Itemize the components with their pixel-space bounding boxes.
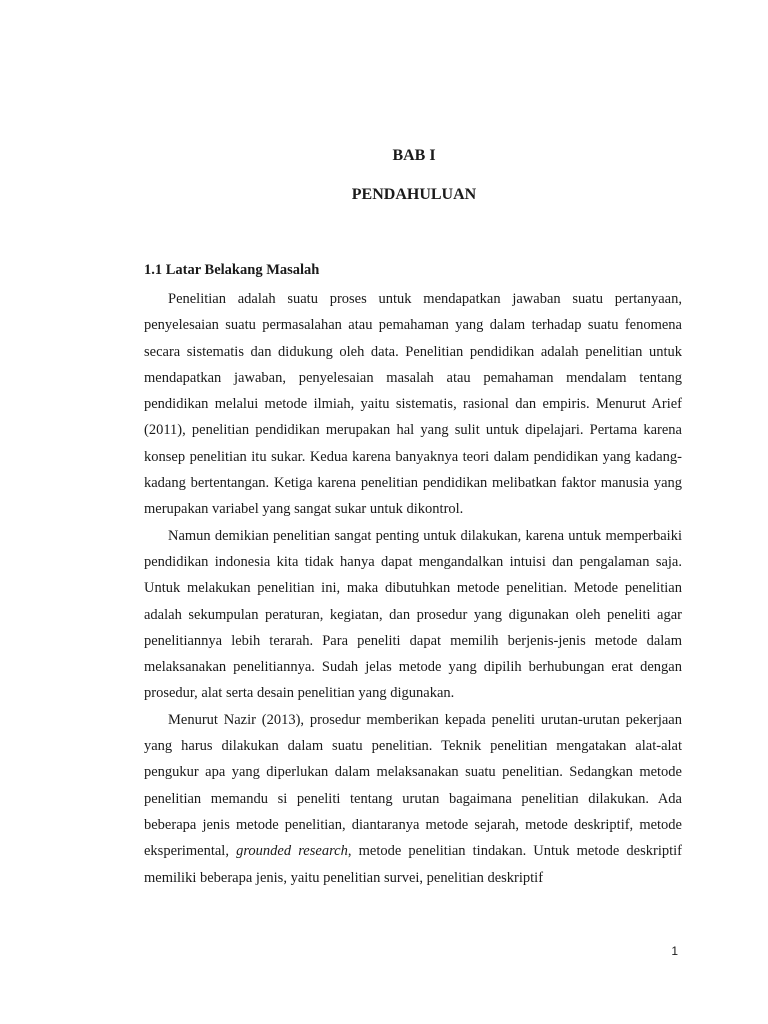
section-heading: 1.1 Latar Belakang Masalah: [144, 262, 320, 278]
paragraph-3: [144, 707, 682, 891]
paragraph-1: Penelitian adalah suatu proses untuk mendapatkan jawaban suatu pertanyaan, penyelesaian suatu permasalahan atau pemahaman yang dalam terhadap suatu fenomena secara sistematis dan didukung oleh data. Penelitian pendidikan adalah penelitian untuk mendapatkan jawaban, penyelesaian masalah atau pemahaman mendalam tentang pendidikan melalui metode ilmiah, yaitu sistematis, rasional dan empiris. Menurut Arief (2011), penelitian pendidikan merupakan hal yang sulit untuk dipelajari. Pertama karena konsep penelitian itu sukar. Kedua karena banyaknya teori dalam pendidikan yang kadang-kadang bertentangan. Ketiga karena penelitian pendidikan melibatkan faktor manusia yang merupakan variabel yang sangat sukar untuk dikontrol.: [144, 291, 682, 518]
body-text: [144, 286, 682, 891]
chapter-number: BAB I: [392, 147, 436, 164]
paragraph-2: Namun demikian penelitian sangat penting untuk dilakukan, karena untuk memperbaiki pendidikan indonesia kita tidak hanya dapat mengandalkan intuisi dan pengalaman saja. Untuk melakukan penelitian ini, maka dibutuhkan metode penelitian. Metode penelitian adalah sekumpulan peraturan, kegiatan, dan prosedur yang digunakan oleh peneliti agar penelitiannya lebih terarah. Para peneliti dapat memilih berjenis-jenis metode dalam melaksanakan penelitiannya. Sudah jelas metode yang dipilih berhubungan erat dengan prosedur, alat serta desain penelitian yang digunakan.: [144, 527, 682, 702]
paragraph-3-text-after: , metode penelitian tindakan. Untuk metode deskriptif memiliki beberapa jenis, yaitu penelitian survei, penelitian deskriptif: [144, 843, 683, 886]
page-number: 1: [671, 944, 678, 958]
chapter-title: PENDAHULUAN: [351, 186, 477, 203]
italic-term: grounded research: [236, 843, 348, 860]
paragraph-3-text-before: Menurut Nazir (2013), prosedur memberikan kepada peneliti urutan-urutan pekerjaan yang harus dilakukan dalam suatu penelitian. Teknik penelitian mengatakan alat-alat pengukur apa yang diperlukan dalam melaksanakan suatu penelitian. Sedangkan metode penelitian memandu si peneliti tentang urutan bagaimana penelitian dilakukan. Ada beberapa jenis metode penelitian, diantaranya metode sejarah, metode deskriptif, metode eksperimental,: [144, 711, 682, 860]
